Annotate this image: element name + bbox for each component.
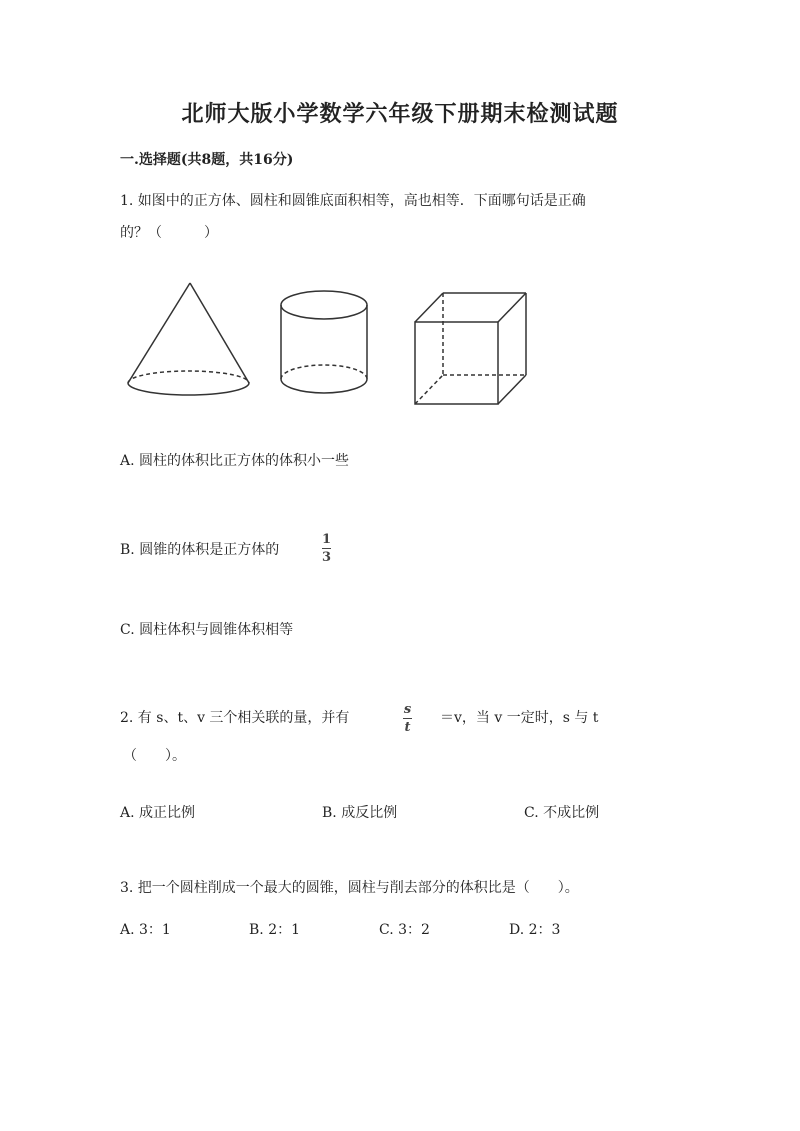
fraction-denominator: 3 bbox=[322, 550, 332, 565]
fraction-numerator: s bbox=[403, 702, 412, 717]
question-1-option-a: A. 圆柱的体积比正方体的体积小一些 bbox=[120, 453, 350, 469]
question-1-option-c: C. 圆柱体积与圆锥体积相等 bbox=[120, 622, 294, 638]
question-2-line-1-prefix: 2. 有 s、t、v 三个相关联的量，并有 bbox=[120, 710, 350, 726]
question-2-line-1-suffix: ＝v，当 v 一定时，s 与 t bbox=[440, 710, 599, 726]
cone-shape bbox=[128, 283, 249, 395]
page-title: 北师大版小学数学六年级下册期末检测试题 bbox=[181, 101, 619, 127]
question-1-line-1: 1. 如图中的正方体、圆柱和圆锥底面积相等，高也相等．下面哪句话是正确 bbox=[120, 193, 586, 209]
question-3-option-d: D. 2：3 bbox=[509, 922, 561, 938]
cube-shape bbox=[415, 293, 526, 404]
fraction-one-third bbox=[322, 533, 331, 564]
geometry-figure bbox=[115, 275, 545, 415]
section-heading: 一.选择题(共8题，共16分) bbox=[120, 152, 294, 168]
question-2-option-c: C. 不成比例 bbox=[524, 805, 600, 821]
question-3-option-b: B. 2：1 bbox=[249, 922, 301, 938]
question-2-option-b: B. 成反比例 bbox=[322, 805, 398, 821]
question-2-line-2: （ ）。 bbox=[123, 748, 186, 764]
question-1-option-b: B. 圆锥的体积是正方体的 bbox=[120, 542, 280, 558]
fraction-bar bbox=[322, 548, 331, 549]
fraction-denominator: t bbox=[404, 720, 411, 735]
question-3-option-a: A. 3：1 bbox=[120, 922, 171, 938]
question-2-option-a: A. 成正比例 bbox=[120, 805, 196, 821]
fraction-numerator: 1 bbox=[322, 532, 332, 547]
cylinder-shape bbox=[281, 291, 367, 393]
fraction-bar bbox=[403, 718, 412, 719]
fraction-s-over-t bbox=[403, 703, 412, 734]
question-3-line-1: 3. 把一个圆柱削成一个最大的圆锥，圆柱与削去部分的体积比是（ ）。 bbox=[120, 880, 579, 896]
question-3-option-c: C. 3：2 bbox=[379, 922, 430, 938]
question-1-line-2: 的？（ ） bbox=[120, 225, 218, 241]
